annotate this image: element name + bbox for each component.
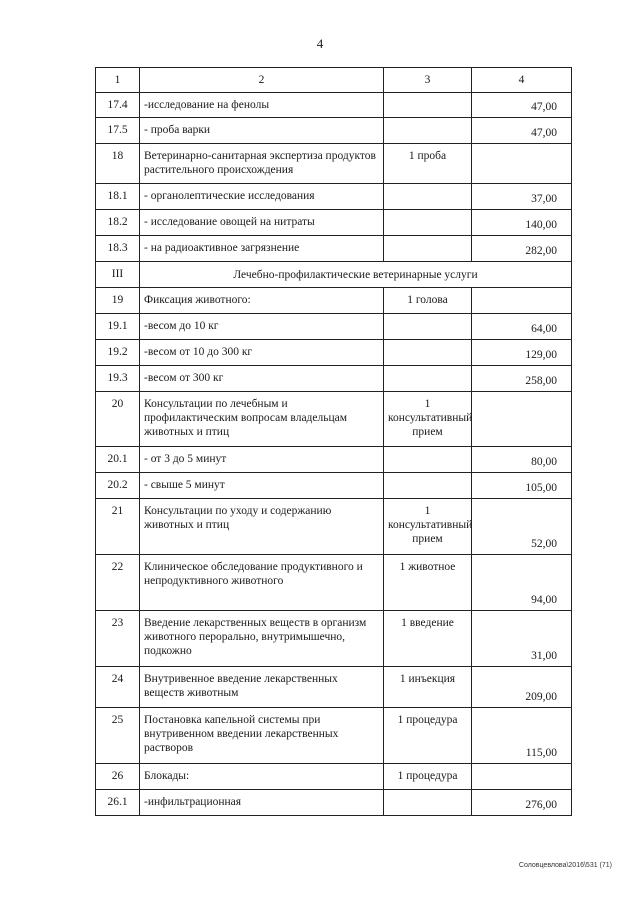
price-value: 47,00 bbox=[472, 93, 572, 118]
unit-of-measure bbox=[384, 93, 472, 118]
price-value: 140,00 bbox=[472, 210, 572, 236]
unit-of-measure bbox=[384, 118, 472, 144]
service-name: Ветеринарно-санитарная экспертиза продуктов растительного происхождения bbox=[140, 144, 384, 184]
price-value: 80,00 bbox=[472, 447, 572, 473]
price-value: 105,00 bbox=[472, 473, 572, 499]
table-row bbox=[96, 340, 572, 366]
unit-of-measure bbox=[384, 366, 472, 392]
unit-of-measure bbox=[384, 210, 472, 236]
table-row bbox=[96, 473, 572, 499]
table-row bbox=[96, 93, 572, 118]
unit-of-measure: 1 проба bbox=[384, 144, 472, 184]
service-name: -исследование на фенолы bbox=[140, 93, 384, 118]
row-number: 18.3 bbox=[96, 236, 140, 262]
row-number: 21 bbox=[96, 499, 140, 555]
table-row bbox=[96, 262, 572, 288]
table-row bbox=[96, 447, 572, 473]
table-row bbox=[96, 118, 572, 144]
service-name: Консультации по лечебным и профилактическим вопросам владельцам животных и птиц bbox=[140, 392, 384, 447]
unit-of-measure: 1 процедура bbox=[384, 708, 472, 764]
price-value: 37,00 bbox=[472, 184, 572, 210]
row-number: 23 bbox=[96, 611, 140, 667]
unit-of-measure bbox=[384, 447, 472, 473]
service-name: - на радиоактивное загрязнение bbox=[140, 236, 384, 262]
service-name: Введение лекарственных веществ в организм животного перорально, внутримышечно, подкожно bbox=[140, 611, 384, 667]
unit-of-measure bbox=[384, 184, 472, 210]
table-row bbox=[96, 667, 572, 708]
row-number: 26 bbox=[96, 764, 140, 790]
service-name: Фиксация животного: bbox=[140, 288, 384, 314]
header-row bbox=[96, 68, 572, 93]
unit-of-measure: 1 животное bbox=[384, 555, 472, 611]
service-name: -инфильтрационная bbox=[140, 790, 384, 816]
table-body bbox=[96, 93, 572, 816]
unit-of-measure bbox=[384, 340, 472, 366]
service-name: - органолептические исследования bbox=[140, 184, 384, 210]
price-value: 209,00 bbox=[472, 667, 572, 708]
row-number: 22 bbox=[96, 555, 140, 611]
price-value: 258,00 bbox=[472, 366, 572, 392]
price-value: 129,00 bbox=[472, 340, 572, 366]
row-number: 17.5 bbox=[96, 118, 140, 144]
price-value: 276,00 bbox=[472, 790, 572, 816]
unit-of-measure: 1 голова bbox=[384, 288, 472, 314]
service-name: - от 3 до 5 минут bbox=[140, 447, 384, 473]
footer-document-code: Соловцевлова\2016\531 (71) bbox=[518, 862, 612, 869]
table-row bbox=[96, 611, 572, 667]
row-number: 19.2 bbox=[96, 340, 140, 366]
table-row bbox=[96, 210, 572, 236]
service-name: Клиническое обследование продуктивного и непродуктивного животного bbox=[140, 555, 384, 611]
row-number: 19 bbox=[96, 288, 140, 314]
price-value bbox=[472, 144, 572, 184]
row-number: 20 bbox=[96, 392, 140, 447]
table-row bbox=[96, 790, 572, 816]
table-header bbox=[96, 68, 572, 93]
table-row bbox=[96, 184, 572, 210]
unit-of-measure: 1 введение bbox=[384, 611, 472, 667]
row-number: 24 bbox=[96, 667, 140, 708]
table-row bbox=[96, 366, 572, 392]
price-value: 282,00 bbox=[472, 236, 572, 262]
unit-of-measure bbox=[384, 473, 472, 499]
table-row bbox=[96, 764, 572, 790]
service-name: Консультации по уходу и содержанию животных и птиц bbox=[140, 499, 384, 555]
row-number: III bbox=[96, 262, 140, 288]
table-row bbox=[96, 288, 572, 314]
row-number: 25 bbox=[96, 708, 140, 764]
row-number: 20.2 bbox=[96, 473, 140, 499]
page-number: 4 bbox=[316, 36, 324, 51]
section-title: Лечебно-профилактические ветеринарные услуги bbox=[140, 262, 572, 288]
price-value: 47,00 bbox=[472, 118, 572, 144]
service-name: - проба варки bbox=[140, 118, 384, 144]
table-row bbox=[96, 144, 572, 184]
unit-of-measure bbox=[384, 314, 472, 340]
unit-of-measure: 1 инъекция bbox=[384, 667, 472, 708]
row-number: 18.1 bbox=[96, 184, 140, 210]
price-value: 64,00 bbox=[472, 314, 572, 340]
price-value: 52,00 bbox=[472, 499, 572, 555]
header-col-4: 4 bbox=[472, 68, 572, 93]
table-row bbox=[96, 499, 572, 555]
table-row bbox=[96, 708, 572, 764]
unit-of-measure bbox=[384, 236, 472, 262]
header-col-1: 1 bbox=[96, 68, 140, 93]
price-value: 31,00 bbox=[472, 611, 572, 667]
service-name: -весом до 10 кг bbox=[140, 314, 384, 340]
table-row bbox=[96, 392, 572, 447]
unit-of-measure bbox=[384, 790, 472, 816]
price-list-table bbox=[95, 67, 572, 816]
unit-of-measure: 1 консультативный прием bbox=[384, 392, 472, 447]
row-number: 26.1 bbox=[96, 790, 140, 816]
row-number: 19.1 bbox=[96, 314, 140, 340]
service-name: Внутривенное введение лекарственных веществ животным bbox=[140, 667, 384, 708]
row-number: 17.4 bbox=[96, 93, 140, 118]
service-name: Постановка капельной системы при внутривенном введении лекарственных растворов bbox=[140, 708, 384, 764]
service-name: - исследование овощей на нитраты bbox=[140, 210, 384, 236]
service-name: - свыше 5 минут bbox=[140, 473, 384, 499]
table-row bbox=[96, 236, 572, 262]
service-name: Блокады: bbox=[140, 764, 384, 790]
header-col-3: 3 bbox=[384, 68, 472, 93]
price-value: 94,00 bbox=[472, 555, 572, 611]
table-row bbox=[96, 555, 572, 611]
unit-of-measure: 1 процедура bbox=[384, 764, 472, 790]
header-col-2: 2 bbox=[140, 68, 384, 93]
price-value bbox=[472, 288, 572, 314]
row-number: 19.3 bbox=[96, 366, 140, 392]
table-row bbox=[96, 314, 572, 340]
unit-of-measure: 1 консультативный прием bbox=[384, 499, 472, 555]
price-value bbox=[472, 764, 572, 790]
price-value: 115,00 bbox=[472, 708, 572, 764]
row-number: 18 bbox=[96, 144, 140, 184]
row-number: 18.2 bbox=[96, 210, 140, 236]
row-number: 20.1 bbox=[96, 447, 140, 473]
price-value bbox=[472, 392, 572, 447]
service-name: -весом от 300 кг bbox=[140, 366, 384, 392]
service-name: -весом от 10 до 300 кг bbox=[140, 340, 384, 366]
